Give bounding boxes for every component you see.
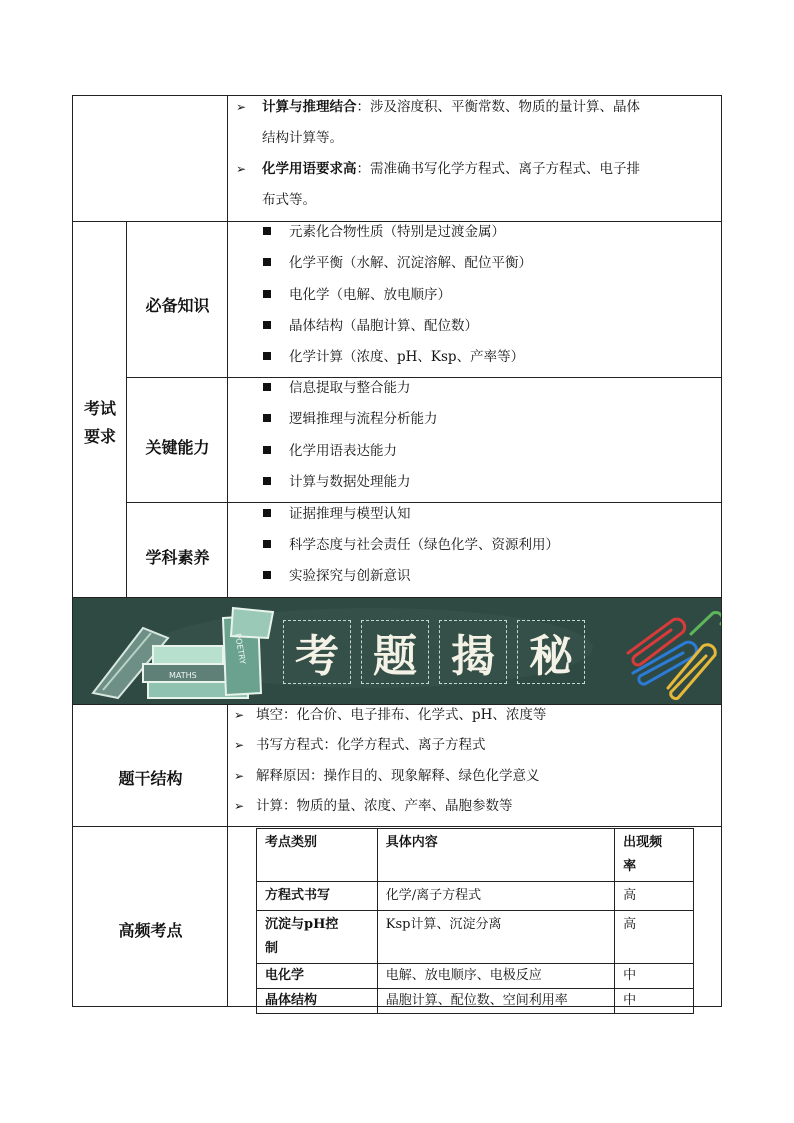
list-item: 化学计算（浓度、pH、Ksp、产率等） [263, 347, 524, 367]
row-divider-3 [126, 502, 722, 503]
table-row: 电化学 电解、放电顺序、电极反应 中 [257, 964, 694, 989]
top-item-2-line1: ➢ 化学用语要求高：需准确书写化学方程式、离子方程式、电子排 [236, 161, 640, 177]
top-item-1-line1: ➢ 计算与推理结合：涉及溶度积、平衡常数、物质的量计算、晶体 [236, 99, 640, 115]
list-item: 晶体结构（晶胞计算、配位数） [263, 316, 478, 336]
header-category: 考点类别 [257, 829, 378, 882]
row-divider-6 [72, 826, 722, 827]
exam-requirements-label: 考试 要求 [83, 399, 116, 446]
bullet-square-icon [263, 290, 271, 298]
bullet-square-icon [263, 571, 271, 579]
list-item: ➢ 填空：化合价、电子排布、化学式、pH、浓度等 [234, 707, 547, 723]
group-label-knowledge: 必备知识 [145, 296, 210, 315]
arrow-icon: ➢ [236, 162, 247, 176]
high-freq-label: 高频考点 [118, 921, 183, 940]
book-label-poetry: POETRY [233, 632, 248, 665]
high-freq-table [256, 828, 694, 1014]
bullet-square-icon [263, 321, 271, 329]
col-divider-2 [126, 221, 127, 597]
top-item-1-line2: 结构计算等。 [262, 130, 343, 146]
list-item: 元素化合物性质（特别是过渡金属） [263, 222, 505, 242]
table-row: 晶体结构 晶胞计算、配位数、空间利用率 中 [257, 989, 694, 1014]
table-left-border [72, 95, 73, 1006]
row-divider-2 [126, 377, 722, 378]
list-item: 信息提取与整合能力 [263, 378, 411, 398]
arrow-icon: ➢ [234, 738, 245, 752]
list-item: 逻辑推理与流程分析能力 [263, 409, 438, 429]
arrow-icon: ➢ [236, 100, 247, 114]
group-label-ability: 关键能力 [145, 438, 210, 457]
list-item: ➢ 解释原因：操作目的、现象解释、绿色化学意义 [234, 768, 540, 784]
book-label-maths: MATHS [169, 671, 197, 680]
list-item: 电化学（电解、放电顺序） [263, 285, 451, 305]
list-item: ➢ 计算：物质的量、浓度、产率、晶胞参数等 [234, 798, 513, 814]
arrow-icon: ➢ [234, 799, 245, 813]
list-item: 科学态度与社会责任（绿色化学、资源利用） [263, 535, 559, 555]
list-item: 计算与数据处理能力 [263, 472, 411, 492]
banner-title [283, 620, 593, 688]
table-row: 沉淀与pH控 制 Ksp计算、沉淀分离 高 [257, 911, 694, 964]
title-box-2: 题 [361, 620, 429, 684]
title-box-1: 考 [283, 620, 351, 684]
bullet-square-icon [263, 258, 271, 266]
bullet-square-icon [263, 446, 271, 454]
title-box-4: 秘 [517, 620, 585, 684]
header-frequency: 出现频 率 [615, 829, 694, 882]
bullet-square-icon [263, 352, 271, 360]
bullet-square-icon [263, 227, 271, 235]
paper-clips-illustration [628, 612, 721, 698]
table-right-border [721, 95, 722, 1006]
banner [73, 598, 721, 704]
top-item-2-line2: 布式等。 [262, 192, 316, 208]
bullet-square-icon [263, 509, 271, 517]
list-item: 化学用语表达能力 [263, 441, 397, 461]
list-item: 化学平衡（水解、沉淀溶解、配位平衡） [263, 253, 532, 273]
table-top-border [72, 95, 722, 96]
stem-structure-label: 题干结构 [118, 769, 183, 788]
col-divider-3 [227, 704, 228, 1006]
list-item: 证据推理与模型认知 [263, 504, 411, 524]
list-item: 实验探究与创新意识 [263, 566, 411, 586]
title-box-3: 揭 [439, 620, 507, 684]
bullet-square-icon [263, 414, 271, 422]
table-row: 方程式书写 化学/离子方程式 高 [257, 882, 694, 911]
table-header-row [257, 829, 694, 882]
bullet-square-icon [263, 383, 271, 391]
list-item: ➢ 书写方程式：化学方程式、离子方程式 [234, 737, 486, 753]
header-content: 具体内容 [377, 829, 614, 882]
col-divider [227, 95, 228, 597]
arrow-icon: ➢ [234, 708, 245, 722]
bullet-square-icon [263, 540, 271, 548]
bullet-square-icon [263, 477, 271, 485]
arrow-icon: ➢ [234, 769, 245, 783]
group-label-literacy: 学科素养 [145, 548, 210, 567]
